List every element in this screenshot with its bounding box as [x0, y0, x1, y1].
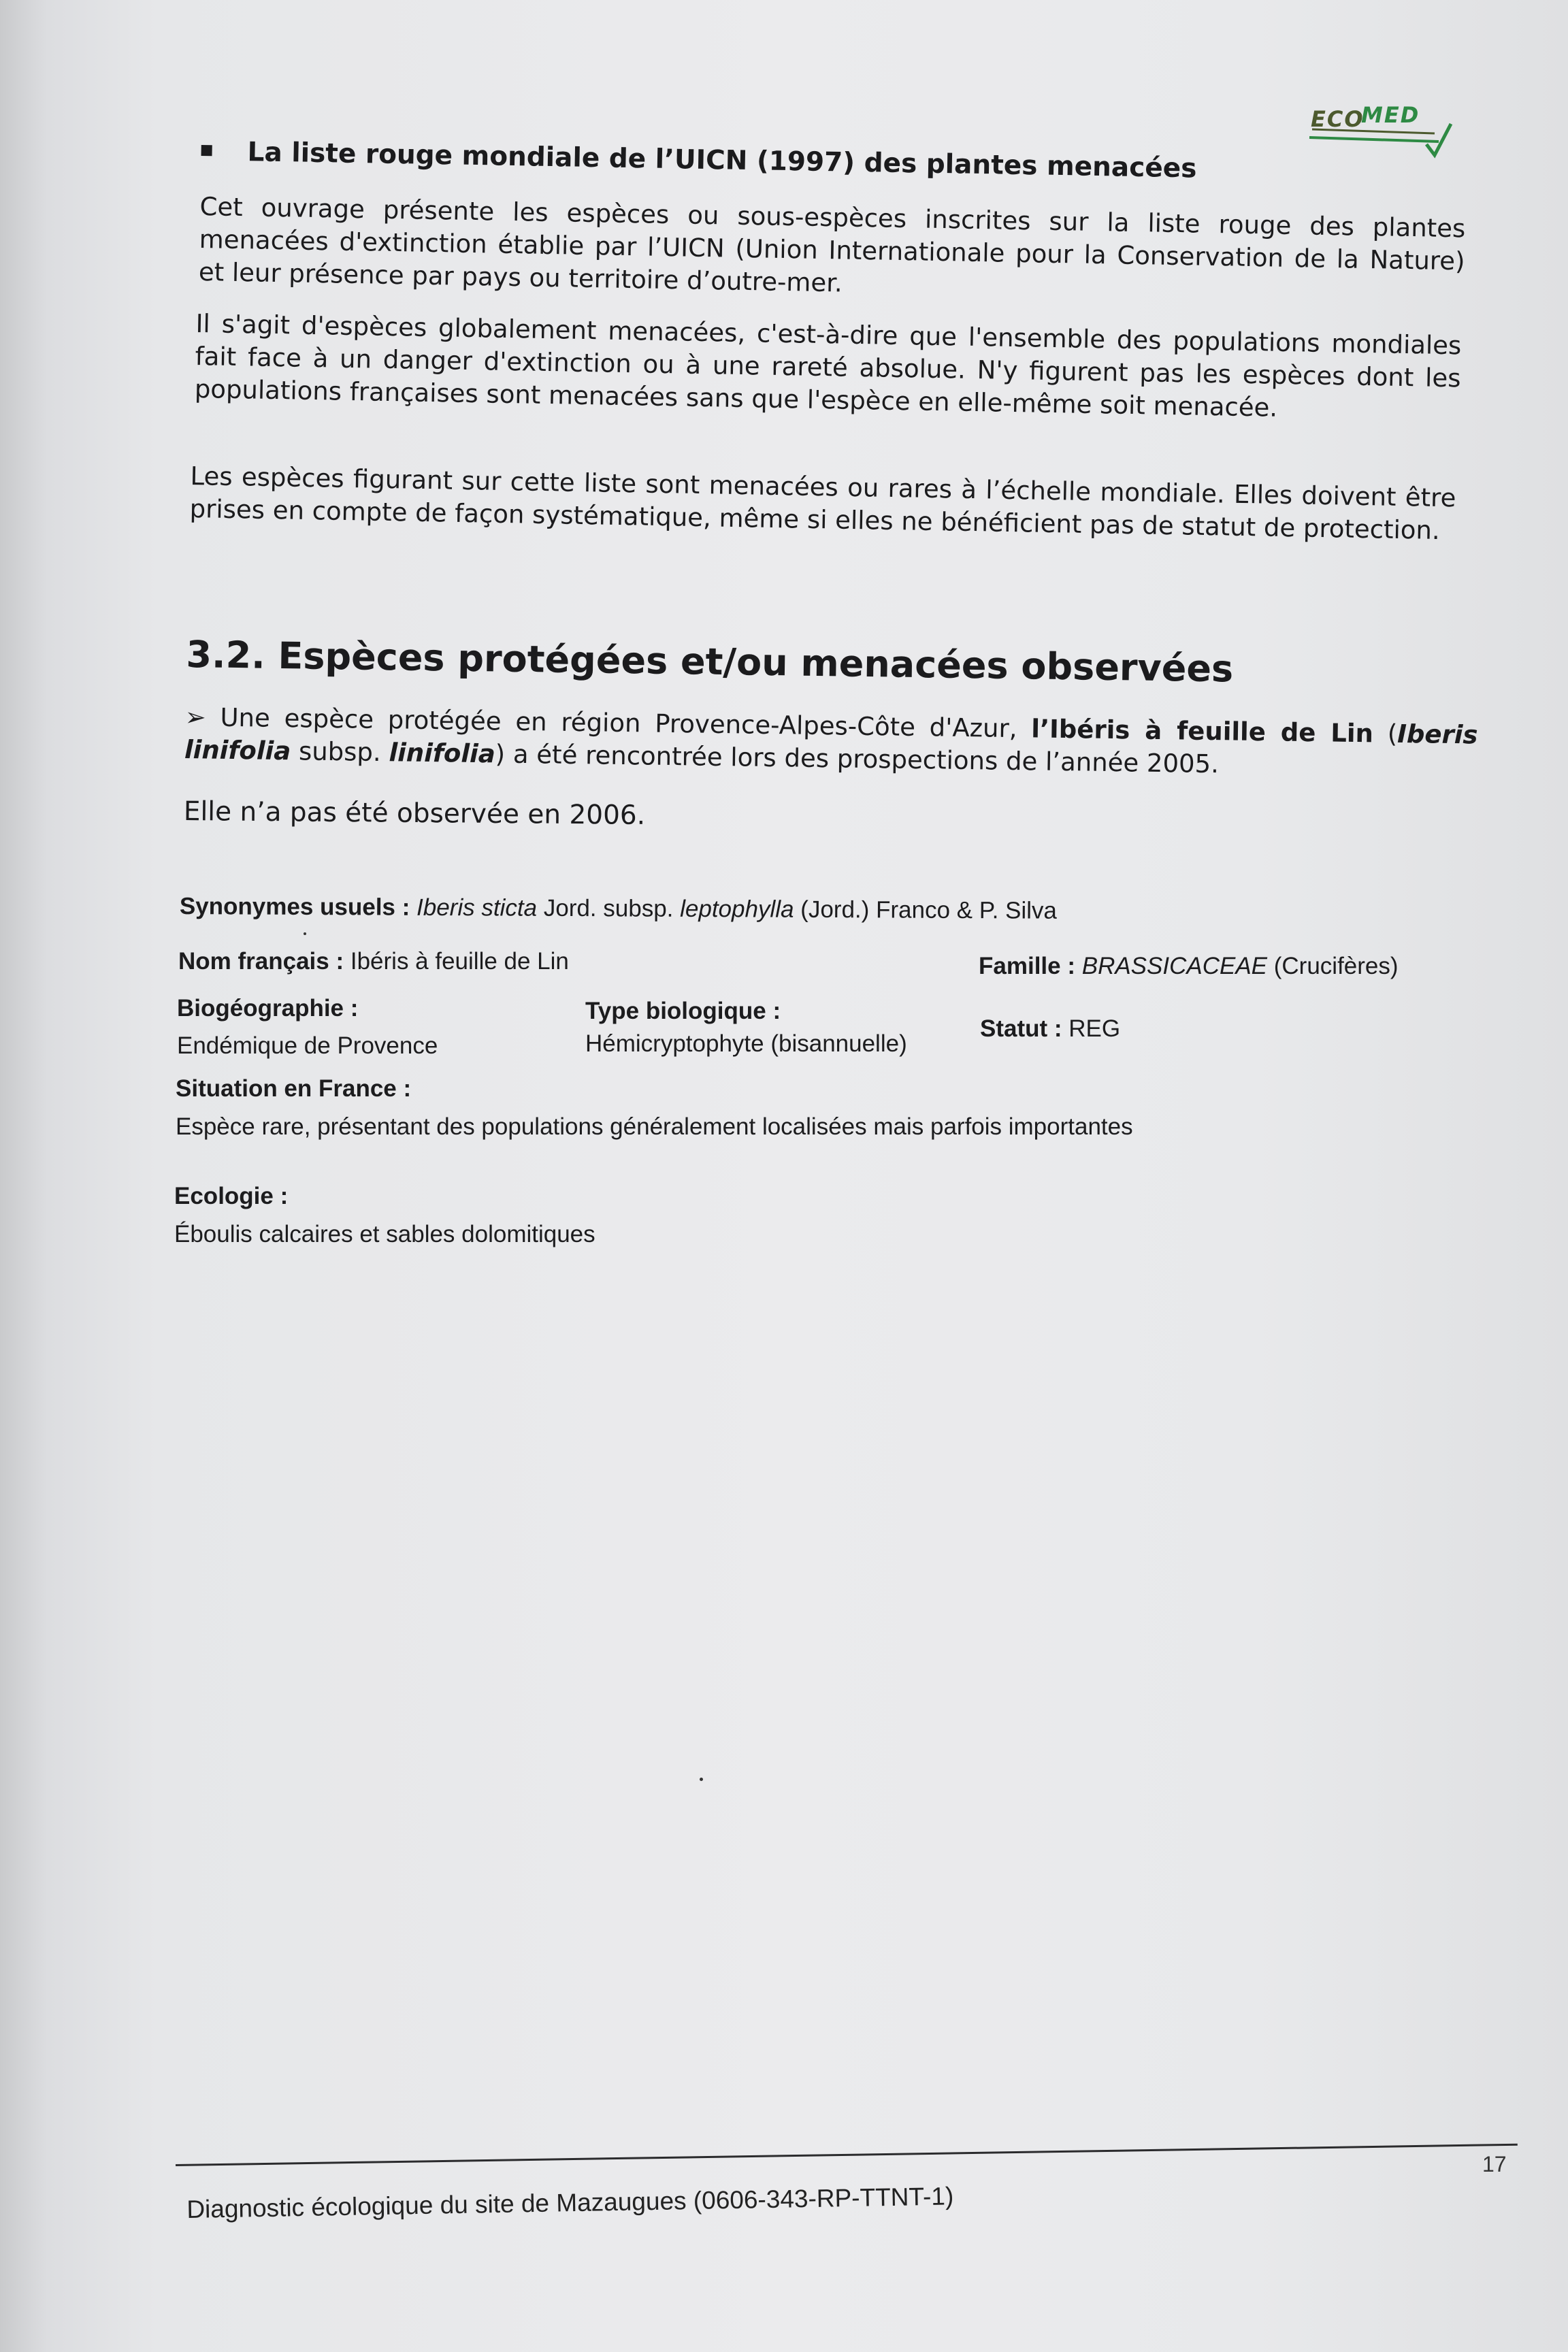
situation-label: Situation en France :	[176, 1075, 412, 1102]
intro-common-name: l’Ibéris à feuille de Lin	[1031, 714, 1374, 749]
speck-mark	[700, 1778, 703, 1781]
footer-rule	[176, 2144, 1518, 2166]
page-number: 17	[1482, 2152, 1507, 2176]
statut-value: REG	[1068, 1015, 1121, 1042]
biogeographie-value: Endémique de Provence	[177, 1032, 438, 1059]
section-3-2-intro	[184, 701, 1478, 785]
footer-document-title: Diagnostic écologique du site de Mazaugues (0606-343-RP-TTNT-1)	[186, 2182, 954, 2223]
famille-value: BRASSICACEAE	[1081, 953, 1268, 979]
intro-subsp: subsp.	[290, 736, 389, 768]
intro-text-1: Une espèce protégée en région Provence-Alpes-Côte d'Azur,	[220, 702, 1032, 744]
ecomed-logo	[1305, 101, 1455, 162]
intro-species-name: Iberis linifolia	[184, 719, 1478, 766]
nom-francais-value: Ibéris à feuille de Lin	[350, 948, 569, 975]
famille-extra: (Crucifères)	[1267, 953, 1399, 979]
synonymes-label: Synonymes usuels :	[179, 893, 417, 921]
type-biologique-label: Type biologique :	[585, 998, 781, 1024]
uicn-paragraph-1: Cet ouvrage présente les espèces ou sous-espèces inscrites sur la liste rouge des plantes menacées d'extinction établie par l’UICN (Union Internationale pour la Conservation de la Nature) et leur présence par pays ou territoire d’outre-mer.	[198, 191, 1466, 298]
ecologie-label: Ecologie :	[174, 1183, 289, 1209]
type-biologique-value: Hémicryptophyte (bisannuelle)	[585, 1030, 907, 1057]
intro-text-2: (	[1373, 719, 1398, 749]
logo-med-text: MED	[1361, 102, 1420, 128]
statut-row	[980, 1015, 1120, 1043]
speck-mark	[304, 932, 306, 935]
bullet-square-icon	[201, 145, 212, 156]
uicn-paragraph-2: Il s'agit d'espèces globalement menacées, c'est-à-dire que l'ensemble des populations mondiales fait face à un danger d'extinction ou à une rareté absolue. N'y figurent pas les espèces dont les populations françaises sont menacées sans que l'espèce en elle-même soit menacée.	[194, 308, 1462, 423]
intro-text-3: ) a été rencontrée lors des prospections de l’année 2005.	[495, 739, 1220, 779]
ecologie-value: Éboulis calcaires et sables dolomitiques	[174, 1221, 595, 1247]
uicn-heading	[201, 136, 1197, 184]
synonymes-mid: Jord. subsp.	[536, 894, 681, 922]
famille-row	[979, 953, 1399, 980]
nom-francais-row	[178, 948, 569, 975]
synonymes-end: (Jord.) Franco & P. Silva	[794, 896, 1058, 924]
intro-subsp-name: linifolia	[389, 738, 496, 769]
logo-eco-text: ECO	[1311, 106, 1365, 132]
section-3-2-heading: 3.2. Espèces protégées et/ou menacées observées	[186, 633, 1234, 691]
synonymes-subsp: leptophylla	[680, 895, 794, 923]
nom-francais-label: Nom français :	[178, 948, 350, 975]
synonymes-row	[180, 893, 1057, 925]
uicn-paragraph-3: Les espèces figurant sur cette liste sont menacées ou rares à l’échelle mondiale. Elles doivent être prises en compte de façon systématique, même si elles ne bénéficient pas de statut de protection.	[189, 461, 1456, 546]
arrow-bullet-icon: ➢	[184, 702, 206, 732]
uicn-heading-text: La liste rouge mondiale de l’UICN (1997) des plantes menacées	[247, 137, 1197, 184]
logo-check-icon	[1305, 121, 1455, 162]
famille-label: Famille :	[979, 953, 1082, 979]
biogeographie-label: Biogéographie :	[177, 995, 359, 1022]
synonymes-species: Iberis sticta	[416, 894, 538, 921]
section-3-2-note: Elle n’a pas été observée en 2006.	[183, 796, 646, 831]
statut-label: Statut :	[980, 1015, 1069, 1042]
situation-value: Espèce rare, présentant des populations généralement localisées mais parfois importantes	[176, 1113, 1133, 1140]
